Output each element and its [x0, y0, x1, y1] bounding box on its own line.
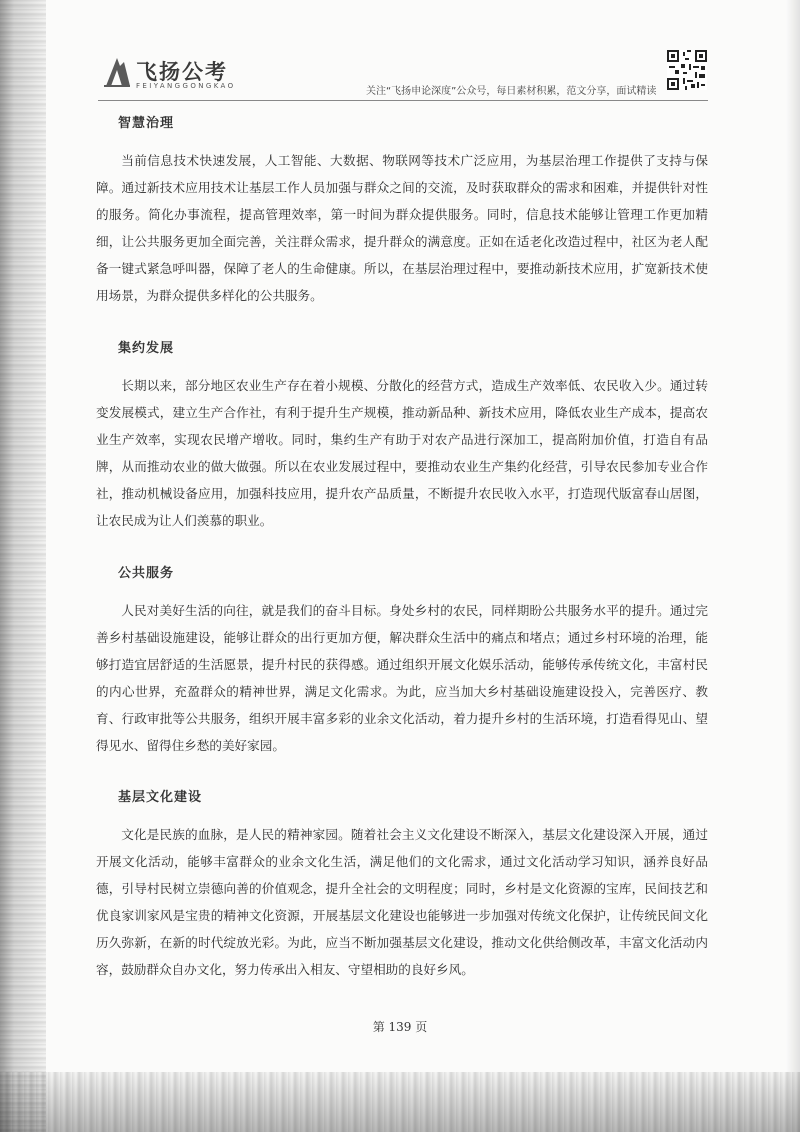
scan-shadow-left: [0, 0, 46, 1132]
logo-mark-icon: [102, 54, 132, 88]
section-intensive-development: [96, 337, 708, 534]
logo-subtitle: FEIYANGGONGKAO: [136, 82, 236, 90]
page-header: [98, 50, 698, 100]
section-grassroots-culture: [96, 786, 708, 983]
section-smart-governance: [96, 112, 708, 309]
section-title: 集约发展: [118, 341, 175, 356]
section-title: 基层文化建设: [118, 790, 203, 805]
section-body: 当前信息技术快速发展，人工智能、大数据、物联网等技术广泛应用，为基层治理工作提供了支持与保障。通过新技术应用技术让基层工作人员加强与群众之间的交流，及时获取群众的需求和困难，并提供针对性的服务。简化办事流程，提高管理效率，第一时间为群众提供服务。同时，信息技术能够让管理工作更加精细，让公共服务更加全面完善，关注群众需求，提升群众的满意度。正如在适老化改造过程中，社区为老人配备一键式紧急呼叫器，保障了老人的生命健康。所以，在基层治理过程中，要推动新技术应用，扩宽新技术使用场景，为群众提供多样化的公共服务。: [96, 153, 708, 303]
header-tagline: 关注“飞扬申论深度”公众号，每日素材积累，范文分享，面试精读: [366, 86, 657, 97]
logo-title: 飞扬公考: [136, 60, 228, 84]
scan-shadow-right: [786, 0, 800, 1132]
section-body: 文化是民族的血脉，是人民的精神家园。随着社会主义文化建设不断深入，基层文化建设深入开展，通过开展文化活动，能够丰富群众的业余文化生活，满足他们的文化需求，通过文化活动学习知识，涵养良好品德，引导村民树立崇德向善的价值观念，提升全社会的文明程度；同时，乡村是文化资源的宝库，民间技艺和优良家训家风是宝贵的精神文化资源，开展基层文化建设也能够进一步加强对传统文化保护，让传统民间文化历久弥新，在新的时代绽放光彩。为此，应当不断加强基层文化建设，推动文化供给侧改革，丰富文化活动内容，鼓励群众自办文化，努力传承出入相友、守望相助的良好乡风。: [96, 827, 708, 977]
header-divider: [98, 100, 708, 101]
page-number: 第 139 页: [372, 1020, 428, 1034]
section-title: 智慧治理: [118, 116, 175, 131]
section-public-services: [96, 562, 708, 759]
section-body: 长期以来，部分地区农业生产存在着小规模、分散化的经营方式，造成生产效率低、农民收入少。通过转变发展模式，建立生产合作社，有利于提升生产规模，推动新品种、新技术应用，降低农业生产成本，提高农业生产效率，实现农民增产增收。同时，集约生产有助于对农产品进行深加工，提高附加价值，打造自有品牌，从而推动农业的做大做强。所以在农业发展过程中，要推动农业生产集约化经营，引导农民参加专业合作社，推动机械设备应用，加强科技应用，提升农产品质量，不断提升农民收入水平，打造现代版富春山居图，让农民成为让人们羡慕的职业。: [96, 378, 708, 528]
qr-code-icon: [667, 50, 707, 90]
section-body: 人民对美好生活的向往，就是我们的奋斗目标。身处乡村的农民，同样期盼公共服务水平的提升。通过完善乡村基础设施建设，能够让群众的出行更加方便，解决群众生活中的痛点和堵点；通过乡村环境的治理，能够打造宜居舒适的生活愿景，提升村民的获得感。通过组织开展文化娱乐活动，能够传承传统文化，丰富村民的内心世界，充盈群众的精神世界，满足文化需求。为此，应当加大乡村基础设施建设投入，完善医疗、教育、行政审批等公共服务，组织开展丰富多彩的业余文化活动，着力提升乡村的生活环境，打造看得见山、望得见水、留得住乡愁的美好家园。: [96, 603, 708, 753]
logo: [98, 50, 248, 96]
section-title: 公共服务: [118, 566, 175, 581]
scan-shadow-bottom: [0, 1072, 800, 1132]
